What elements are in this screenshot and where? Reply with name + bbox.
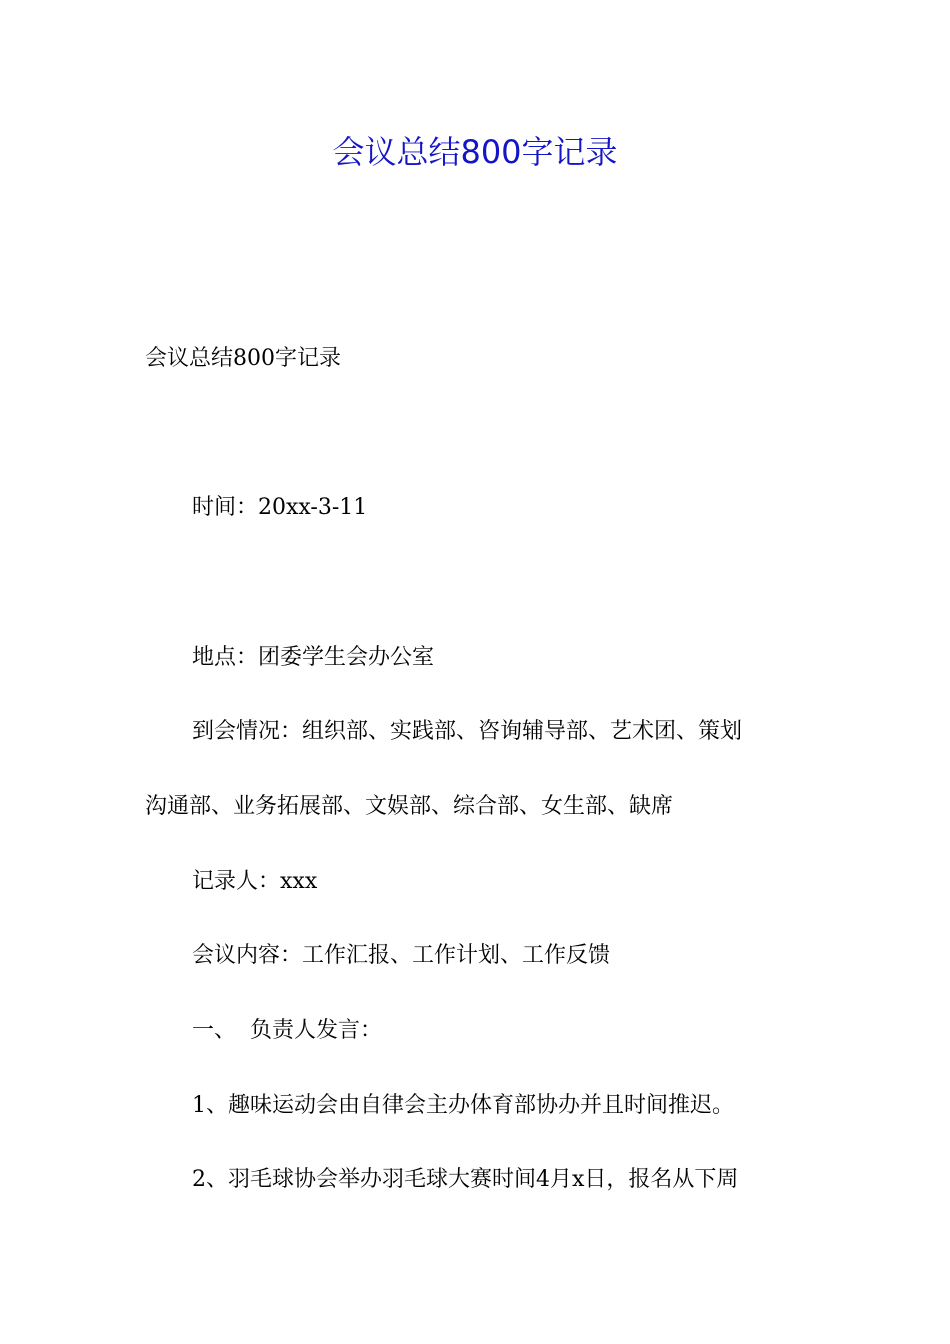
document-title: 会议总结800字记录	[332, 133, 618, 171]
recorder: 记录人：xxx	[192, 869, 318, 894]
meeting-time: 时间：20xx-3-11	[192, 495, 368, 520]
meeting-content: 会议内容：工作汇报、工作计划、工作反馈	[192, 943, 611, 968]
document-subtitle: 会议总结800字记录	[145, 346, 341, 371]
section-heading: 一、 负责人发言：	[192, 1018, 382, 1043]
attendance-line-1: 到会情况：组织部、实践部、咨询辅导部、艺术团、策划	[192, 719, 743, 744]
list-item: 1、趣味运动会由自律会主办体育部协办并且时间推迟。	[192, 1093, 734, 1118]
list-item: 2、羽毛球协会举办羽毛球大赛时间4月x日，报名从下周	[192, 1167, 739, 1192]
meeting-place: 地点：团委学生会办公室	[192, 645, 435, 670]
attendance-line-2: 沟通部、业务拓展部、文娱部、综合部、女生部、缺席	[145, 794, 674, 819]
